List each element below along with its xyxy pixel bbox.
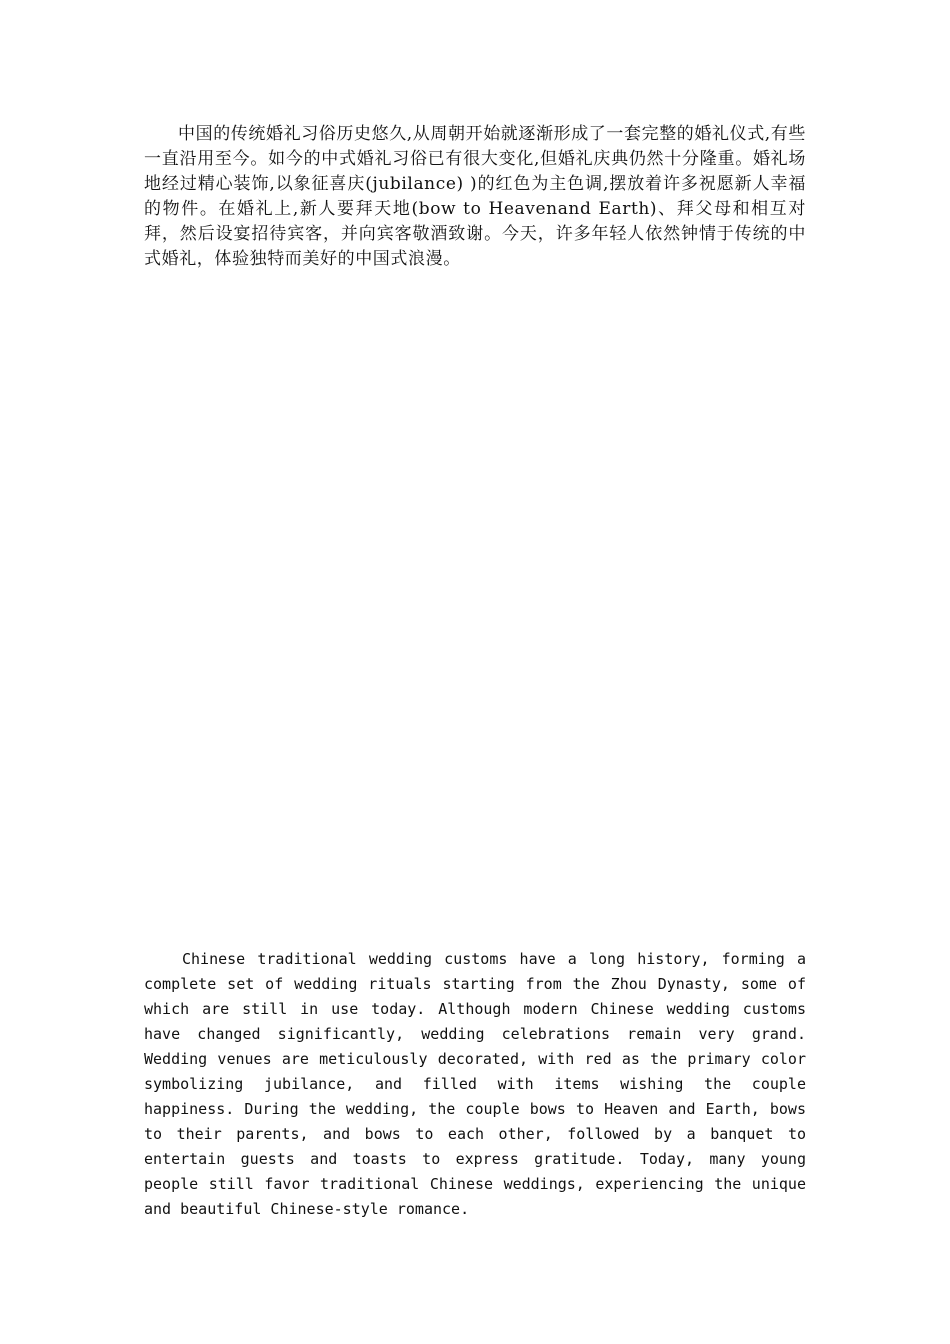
chinese-paragraph: 中国的传统婚礼习俗历史悠久,从周朝开始就逐渐形成了一套完整的婚礼仪式,有些一直沿用至今。如今的中式婚礼习俗已有很大变化,但婚礼庆典仍然十分隆重。婚礼场地经过精心装饰,以象征喜庆(jubilance) )的红色为主色调,摆放着许多祝愿新人幸福的物件。在婚礼上,新人要拜天地(bow to Heavenand Earth)、拜父母和相互对拜，然后设宴招待宾客，并向宾客敬酒致谢。今天，许多年轻人依然钟情于传统的中式婚礼，体验独特而美好的中国式浪漫。 [144,124,807,269]
english-translation-paragraph: Chinese traditional wedding customs have a long history, forming a complete set of wedding rituals starting from the Zhou Dynasty, some of which are still in use today. Although modern Chinese wedding customs have changed significantly, wedding celebrations remain very grand. Wedding venues are meticulously decorated, with red as the primary color symbolizing jubilance, and filled with items wishing the couple happiness. During the wedding, the couple bows to Heaven and Earth, bows to their parents, and bows to each other, followed by a banquet to entertain guests and toasts to express gratitude. Today, many young people still favor traditional Chinese weddings, experiencing the unique and beautiful Chinese-style romance. [144,950,806,1218]
